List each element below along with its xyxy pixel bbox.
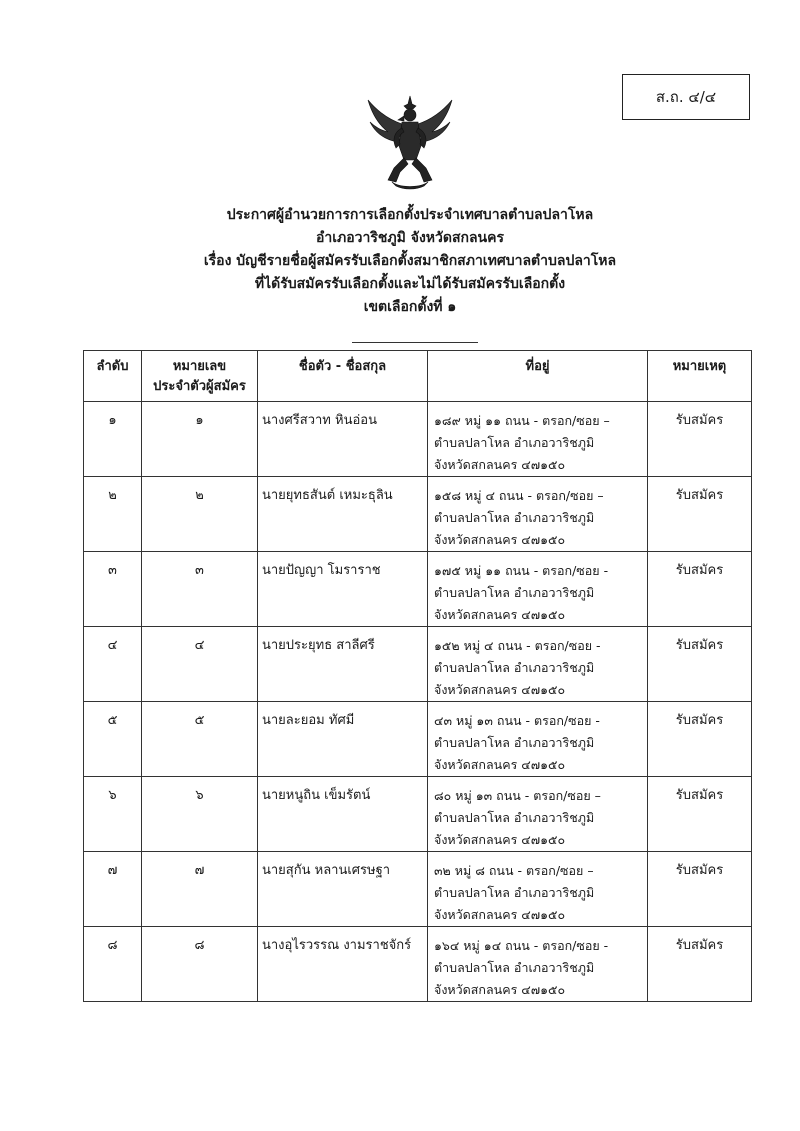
col-header-note: หมายเหตุ xyxy=(648,351,752,402)
address-line-3: จังหวัดสกลนคร ๔๗๑๕๐ xyxy=(434,832,566,847)
row-address xyxy=(428,852,648,927)
garuda-emblem-icon xyxy=(364,94,456,190)
row-candidate-name xyxy=(258,627,428,702)
table-row xyxy=(84,702,752,777)
row-seq: ๓ xyxy=(84,552,142,627)
address-line-2: ตำบลปลาโหล อำเภอวาริชภูมิ xyxy=(434,585,595,600)
address-line-2: ตำบลปลาโหล อำเภอวาริชภูมิ xyxy=(434,735,595,750)
candidate-table xyxy=(83,350,752,1002)
row-candidate-name xyxy=(258,852,428,927)
address-line-1: ๑๕๒ หมู่ ๔ ถนน - ตรอก/ซอย - xyxy=(434,638,601,653)
row-candidate-name xyxy=(258,702,428,777)
candidate-name-text: นายยุทธสันต์ เหมะธุลิน xyxy=(262,488,393,503)
row-candidate-number: ๗ xyxy=(142,852,258,927)
address-line-2: ตำบลปลาโหล อำเภอวาริชภูมิ xyxy=(434,885,595,900)
announcement-subject: เรื่อง บัญชีรายชื่อผู้สมัครรับเลือกตั้งสมาชิกสภาเทศบาลตำบลปลาโหล xyxy=(203,253,617,269)
col-header-number-line1: หมายเลข xyxy=(172,359,227,374)
row-seq: ๗ xyxy=(84,852,142,927)
row-candidate-number: ๖ xyxy=(142,777,258,852)
row-note: รับสมัคร xyxy=(648,552,752,627)
row-seq: ๖ xyxy=(84,777,142,852)
candidate-name-text: นายประยุทธ สาลีศรี xyxy=(262,638,375,653)
address-line-2: ตำบลปลาโหล อำเภอวาริชภูมิ xyxy=(434,810,595,825)
address-line-2: ตำบลปลาโหล อำเภอวาริชภูมิ xyxy=(434,660,595,675)
address-line-2: ตำบลปลาโหล อำเภอวาริชภูมิ xyxy=(434,435,595,450)
announcement-header xyxy=(150,204,670,319)
row-note: รับสมัคร xyxy=(648,927,752,1002)
candidate-name-text: นางศรีสวาท หินอ่อน xyxy=(262,413,377,428)
address-line-3: จังหวัดสกลนคร ๔๗๑๕๐ xyxy=(434,757,566,772)
address-line-1: ๔๓ หมู่ ๑๓ ถนน - ตรอก/ซอย - xyxy=(434,713,600,728)
header-divider xyxy=(352,342,478,343)
row-candidate-number: ๕ xyxy=(142,702,258,777)
address-line-1: ๑๘๙ หมู่ ๑๑ ถนน - ตรอก/ซอย – xyxy=(434,413,610,428)
candidate-name-text: นายหนูถิน เข็มรัตน์ xyxy=(262,788,371,803)
form-code-label: ส.ถ. ๔/๔ xyxy=(655,88,717,106)
candidate-name-text: นายสุกัน หลานเศรษฐา xyxy=(262,863,391,878)
row-address xyxy=(428,552,648,627)
address-line-2: ตำบลปลาโหล อำเภอวาริชภูมิ xyxy=(434,960,595,975)
row-address xyxy=(428,477,648,552)
row-address xyxy=(428,777,648,852)
row-address xyxy=(428,702,648,777)
row-note: รับสมัคร xyxy=(648,852,752,927)
col-header-name: ชื่อตัว - ชื่อสกุล xyxy=(258,351,428,402)
address-line-1: ๑๕๘ หมู่ ๔ ถนน - ตรอก/ซอย – xyxy=(434,488,604,503)
row-candidate-number: ๔ xyxy=(142,627,258,702)
announcement-constituency: เขตเลือกตั้งที่ ๑ xyxy=(363,299,457,315)
address-line-1: ๑๗๕ หมู่ ๑๑ ถนน - ตรอก/ซอย - xyxy=(434,563,609,578)
address-line-3: จังหวัดสกลนคร ๔๗๑๕๐ xyxy=(434,682,566,697)
row-candidate-name xyxy=(258,927,428,1002)
address-line-3: จังหวัดสกลนคร ๔๗๑๕๐ xyxy=(434,532,566,547)
address-line-2: ตำบลปลาโหล อำเภอวาริชภูมิ xyxy=(434,510,595,525)
row-candidate-name xyxy=(258,402,428,477)
table-row xyxy=(84,402,752,477)
candidate-name-text: นายละยอม ทัศมี xyxy=(262,713,355,728)
candidate-name-text: นายปัญญา โมราราช xyxy=(262,563,381,578)
row-address xyxy=(428,402,648,477)
row-address xyxy=(428,927,648,1002)
row-address xyxy=(428,627,648,702)
row-note: รับสมัคร xyxy=(648,402,752,477)
row-seq: ๔ xyxy=(84,627,142,702)
row-note: รับสมัคร xyxy=(648,777,752,852)
address-line-3: จังหวัดสกลนคร ๔๗๑๕๐ xyxy=(434,607,566,622)
row-note: รับสมัคร xyxy=(648,477,752,552)
address-line-1: ๑๖๔ หมู่ ๑๔ ถนน - ตรอก/ซอย - xyxy=(434,938,609,953)
row-candidate-name xyxy=(258,777,428,852)
announcement-district: อำเภอวาริชภูมิ จังหวัดสกลนคร xyxy=(315,230,505,246)
row-note: รับสมัคร xyxy=(648,702,752,777)
candidate-name-text: นางอุไรวรรณ งามราชจักร์ xyxy=(262,938,412,953)
table-row xyxy=(84,477,752,552)
table-row xyxy=(84,927,752,1002)
table-header-row xyxy=(84,351,752,402)
col-header-number-line2: ประจำตัวผู้สมัคร xyxy=(153,379,246,394)
address-line-1: ๘๐ หมู่ ๑๓ ถนน - ตรอก/ซอย – xyxy=(434,788,601,803)
table-row xyxy=(84,777,752,852)
row-candidate-number: ๓ xyxy=(142,552,258,627)
address-line-3: จังหวัดสกลนคร ๔๗๑๕๐ xyxy=(434,907,566,922)
row-candidate-name xyxy=(258,552,428,627)
row-seq: ๑ xyxy=(84,402,142,477)
announcement-subject-detail: ที่ได้รับสมัครรับเลือกตั้งและไม่ได้รับสมัครรับเลือกตั้ง xyxy=(254,276,566,292)
col-header-number xyxy=(142,351,258,402)
row-seq: ๒ xyxy=(84,477,142,552)
table-row xyxy=(84,852,752,927)
table-row xyxy=(84,627,752,702)
row-candidate-number: ๑ xyxy=(142,402,258,477)
address-line-3: จังหวัดสกลนคร ๔๗๑๕๐ xyxy=(434,982,566,997)
address-line-1: ๓๒ หมู่ ๘ ถนน - ตรอก/ซอย – xyxy=(434,863,594,878)
col-header-seq: ลำดับ xyxy=(84,351,142,402)
announcement-title: ประกาศผู้อำนวยการการเลือกตั้งประจำเทศบาลตำบลปลาโหล xyxy=(226,207,594,223)
row-candidate-name xyxy=(258,477,428,552)
row-candidate-number: ๘ xyxy=(142,927,258,1002)
col-header-address: ที่อยู่ xyxy=(428,351,648,402)
row-note: รับสมัคร xyxy=(648,627,752,702)
row-candidate-number: ๒ xyxy=(142,477,258,552)
row-seq: ๕ xyxy=(84,702,142,777)
table-row xyxy=(84,552,752,627)
form-code-box xyxy=(622,74,750,120)
address-line-3: จังหวัดสกลนคร ๔๗๑๕๐ xyxy=(434,457,566,472)
row-seq: ๘ xyxy=(84,927,142,1002)
